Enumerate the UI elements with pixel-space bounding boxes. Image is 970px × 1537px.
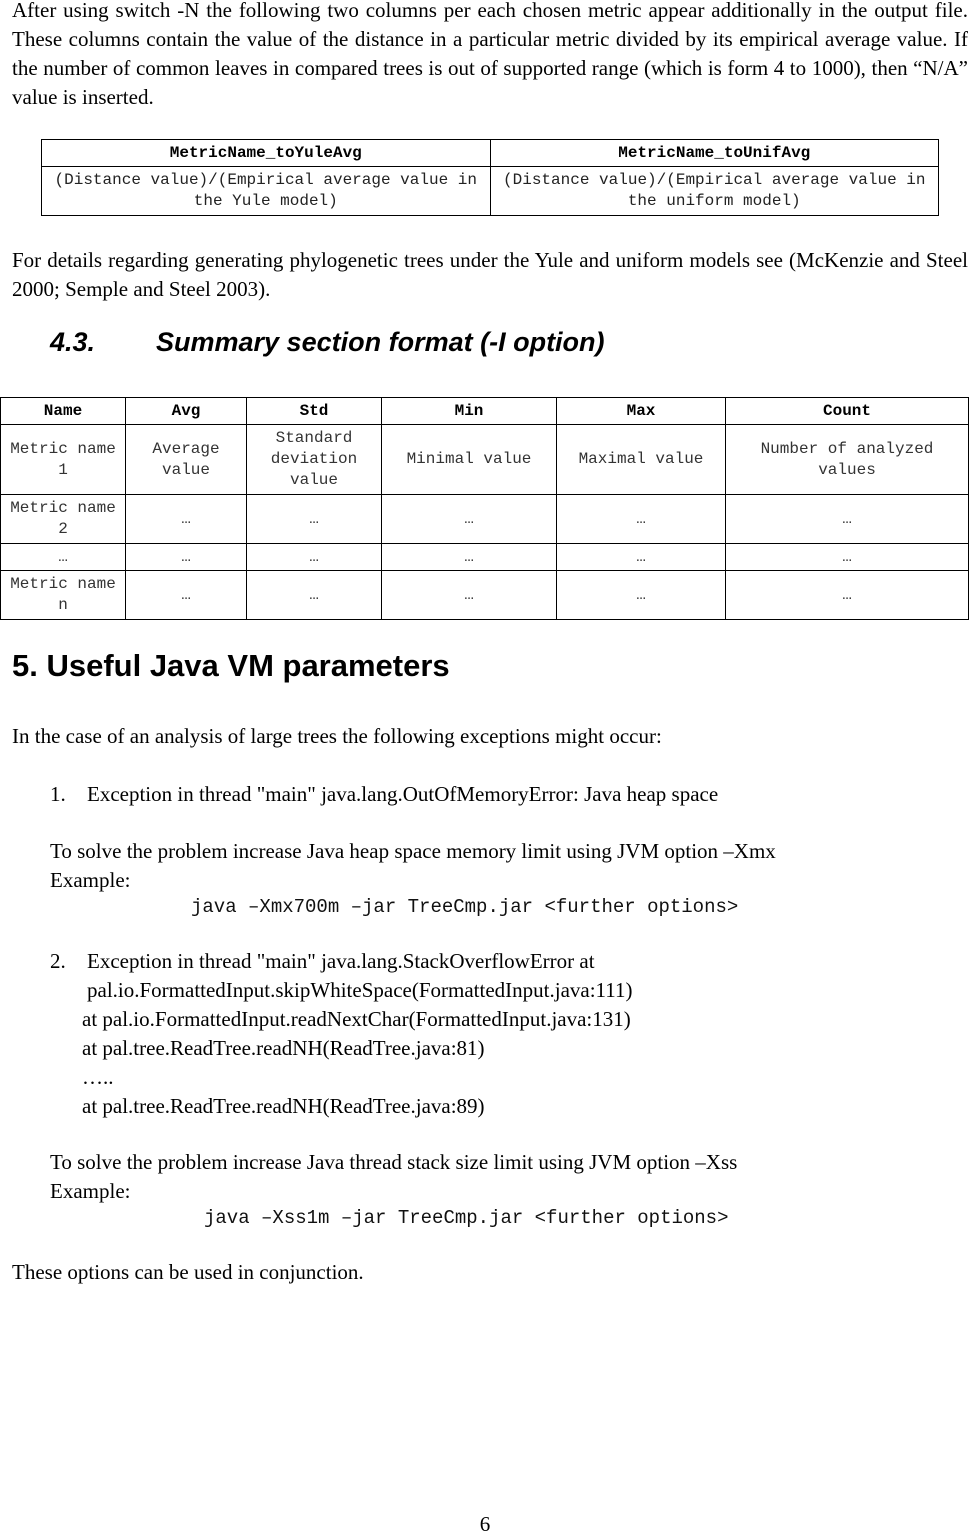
table-cell: … — [726, 544, 969, 571]
table-cell: … — [726, 571, 969, 620]
table-cell: … — [1, 544, 126, 571]
table-cell: … — [126, 571, 247, 620]
table-cell: Standard deviation value — [247, 425, 382, 495]
table-cell: … — [382, 571, 557, 620]
table-cell: (Distance value)/(Empirical average value in the Yule model) — [42, 167, 491, 216]
stack-trace-line: at pal.io.FormattedInput.readNextChar(FormattedInput.java:131) — [82, 1007, 631, 1031]
table-cell: Average value — [126, 425, 247, 495]
table-row — [1, 495, 969, 544]
closing-text: These options can be used in conjunction. — [12, 1260, 364, 1284]
code-example: java –Xmx700m –jar TreeCmp.jar <further options> — [191, 896, 739, 918]
table-cell: … — [247, 571, 382, 620]
table-cell: Metric name n — [1, 571, 126, 620]
list-number: 1. — [50, 782, 66, 806]
table-row — [1, 571, 969, 620]
exception-text: Exception in thread "main" java.lang.OutOfMemoryError: Java heap space — [87, 782, 719, 806]
exceptions-intro: In the case of an analysis of large trees the following exceptions might occur: — [12, 724, 662, 748]
normalized-columns-table — [41, 139, 939, 216]
exception-text: Exception in thread "main" java.lang.StackOverflowError at — [87, 949, 595, 973]
table-header-cell: Min — [382, 398, 557, 425]
section-heading-5: 5. Useful Java VM parameters — [12, 648, 450, 683]
table-cell: Metric name 1 — [1, 425, 126, 495]
table-row — [1, 544, 969, 571]
table-header-row — [42, 140, 939, 167]
table-header-cell: Avg — [126, 398, 247, 425]
page-number: 6 — [479, 1512, 491, 1536]
table-header-cell: MetricName_toUnifAvg — [490, 140, 939, 167]
stack-trace-line: ….. — [82, 1065, 114, 1089]
table-header-cell: Max — [557, 398, 726, 425]
summary-format-table — [0, 397, 969, 620]
code-example: java –Xss1m –jar TreeCmp.jar <further options> — [204, 1207, 729, 1229]
list-number: 2. — [50, 949, 66, 973]
table-cell: … — [382, 495, 557, 544]
table-cell: Maximal value — [557, 425, 726, 495]
table-row — [42, 167, 939, 216]
section-heading-4-3 — [50, 327, 605, 358]
solution-text: To solve the problem increase Java heap space memory limit using JVM option –Xmx — [50, 839, 776, 863]
table-row — [1, 425, 969, 495]
table-cell: … — [247, 495, 382, 544]
table-header-cell: Name — [1, 398, 126, 425]
table-header-cell: Count — [726, 398, 969, 425]
table-cell: Number of analyzed values — [726, 425, 969, 495]
table-cell: … — [126, 544, 247, 571]
table-cell: … — [557, 571, 726, 620]
table-cell: … — [726, 495, 969, 544]
table-cell: … — [247, 544, 382, 571]
table-cell: … — [557, 544, 726, 571]
stack-trace-line: at pal.tree.ReadTree.readNH(ReadTree.java:89) — [82, 1094, 485, 1118]
table-header-cell: Std — [247, 398, 382, 425]
section-number: 4.3. — [50, 327, 96, 357]
details-paragraph: For details regarding generating phylogenetic trees under the Yule and uniform models see (McKenzie and Steel 2000; Semple and Steel 2003). — [12, 248, 968, 301]
table-cell: Metric name 2 — [1, 495, 126, 544]
section-title: Summary section format (-I option) — [156, 327, 605, 357]
example-label: Example: — [50, 1179, 131, 1203]
table-cell: … — [557, 495, 726, 544]
table-cell: Minimal value — [382, 425, 557, 495]
table-cell: … — [126, 495, 247, 544]
table-cell: … — [382, 544, 557, 571]
example-label: Example: — [50, 868, 131, 892]
solution-text: To solve the problem increase Java thread stack size limit using JVM option –Xss — [50, 1150, 738, 1174]
stack-trace-line: at pal.tree.ReadTree.readNH(ReadTree.java:81) — [82, 1036, 485, 1060]
intro-paragraph: After using switch -N the following two columns per each chosen metric appear additionally in the output file. These columns contain the value of the distance in a particular metric divided by its empirical average value. If the number of common leaves in compared trees is out of supported range (which is form 4 to 1000), then “N/A” value is inserted. — [12, 0, 968, 109]
table-header-cell: MetricName_toYuleAvg — [42, 140, 491, 167]
table-cell: (Distance value)/(Empirical average value in the uniform model) — [490, 167, 939, 216]
stack-trace-line: pal.io.FormattedInput.skipWhiteSpace(FormattedInput.java:111) — [87, 978, 633, 1002]
table-header-row — [1, 398, 969, 425]
